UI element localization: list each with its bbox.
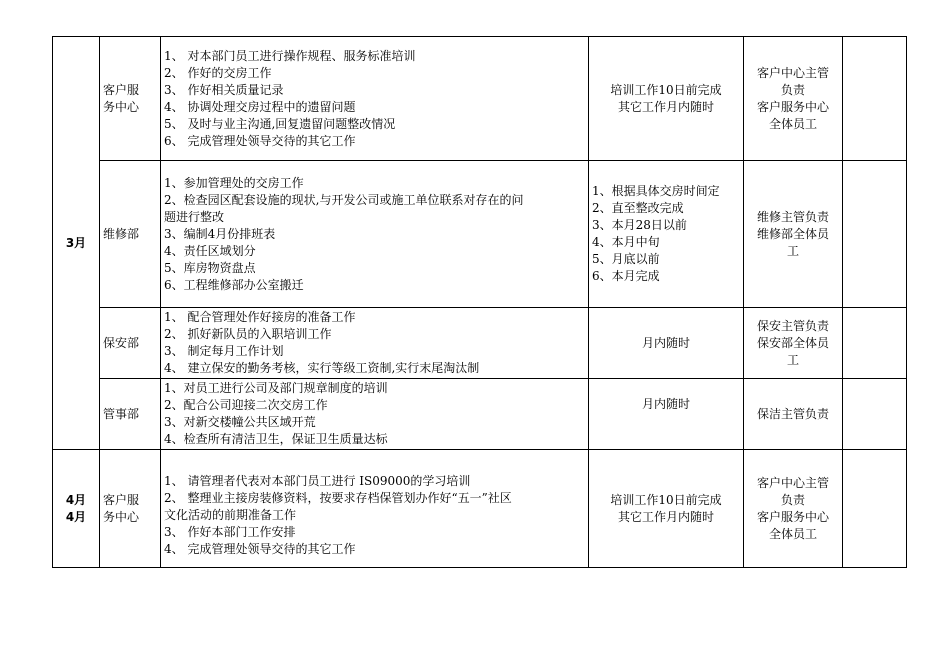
task-item: 2、 抓好新队员的入职培训工作 [164, 327, 332, 341]
task-item: 1、 对本部门员工进行操作规程、服务标准培训 [164, 48, 416, 63]
department-cell: 保安部 [100, 308, 161, 379]
notes-cell [843, 308, 907, 379]
task-item: 5、 及时与业主沟通,回复遗留问题整改情况 [164, 116, 396, 131]
month-cell-april: 4月 4月 [53, 450, 100, 568]
tasks-cell [161, 161, 589, 308]
timing-cell: 培训工作10日前完成 其它工作月内随时 [589, 450, 744, 568]
task-item: 1、 配合管理处作好接房的准备工作 [164, 310, 356, 324]
tasks-cell [161, 308, 589, 379]
department-cell: 管事部 [100, 379, 161, 450]
owner-cell: 保洁主管负责 [744, 379, 843, 450]
task-item: 1、 请管理者代表对本部门员工进行 IS09000的学习培训 [164, 474, 471, 488]
table-row [53, 450, 907, 568]
task-item: 6、工程维修部办公室搬迁 [164, 277, 304, 292]
task-item: 3、编制4月份排班表 [164, 226, 276, 241]
month-cell-march: 3月 [53, 37, 100, 450]
owner-cell: 保安主管负责 保安部全体员 工 [744, 308, 843, 379]
timing-cell: 月内随时 [589, 308, 744, 379]
task-item: 1、对员工进行公司及部门规章制度的培训 [164, 381, 388, 395]
notes-cell [843, 37, 907, 161]
task-item: 4、 协调处理交房过程中的遗留问题 [164, 99, 356, 114]
work-plan-table [52, 36, 907, 568]
table-row [53, 161, 907, 308]
department-cell: 客户服 务中心 [100, 37, 161, 161]
task-item: 题进行整改 [164, 209, 225, 224]
table-row [53, 379, 907, 450]
task-item: 3、 作好相关质量记录 [164, 82, 284, 97]
task-item: 文化活动的前期准备工作 [164, 508, 297, 522]
task-item: 4、责任区域划分 [164, 243, 256, 258]
owner-cell: 客户中心主管 负责 客户服务中心 全体员工 [744, 450, 843, 568]
task-item: 5、库房物资盘点 [164, 260, 256, 275]
task-item: 2、配合公司迎接二次交房工作 [164, 398, 328, 412]
tasks-cell [161, 379, 589, 450]
task-item: 4、 完成管理处领导交待的其它工作 [164, 542, 356, 556]
owner-cell: 维修主管负责 维修部全体员 工 [744, 161, 843, 308]
owner-cell: 客户中心主管 负责 客户服务中心 全体员工 [744, 37, 843, 161]
task-item: 2、检查园区配套设施的现状,与开发公司或施工单位联系对存在的问 [164, 192, 524, 207]
task-item: 3、 制定每月工作计划 [164, 344, 284, 358]
notes-cell [843, 379, 907, 450]
tasks-cell [161, 450, 589, 568]
task-item: 1、参加管理处的交房工作 [164, 175, 304, 190]
timing-cell: 月内随时 [589, 379, 744, 450]
task-item: 6、 完成管理处领导交待的其它工作 [164, 133, 356, 148]
notes-cell [843, 161, 907, 308]
task-item: 4、 建立保安的勤务考核，实行等级工资制,实行末尾淘汰制 [164, 361, 480, 375]
task-item: 2、 作好的交房工作 [164, 65, 272, 80]
task-item: 2、 整理业主接房装修资料，按要求存档保管划办作好“五一”社区 [164, 491, 512, 505]
timing-cell: 1、根据具体交房时间定 2、直至整改完成 3、本月28日以前 4、本月中旬 5、月底以前 6、本月完成 [589, 161, 744, 308]
notes-cell [843, 450, 907, 568]
table-row [53, 37, 907, 161]
tasks-cell [161, 37, 589, 161]
task-item: 3、 作好本部门工作安排 [164, 525, 296, 539]
timing-cell: 培训工作10日前完成 其它工作月内随时 [589, 37, 744, 161]
department-cell: 客户服 务中心 [100, 450, 161, 568]
department-cell: 维修部 [100, 161, 161, 308]
table-row [53, 308, 907, 379]
task-item: 4、检查所有清洁卫生，保证卫生质量达标 [164, 432, 388, 446]
task-item: 3、对新交楼幢公共区域开荒 [164, 415, 316, 429]
